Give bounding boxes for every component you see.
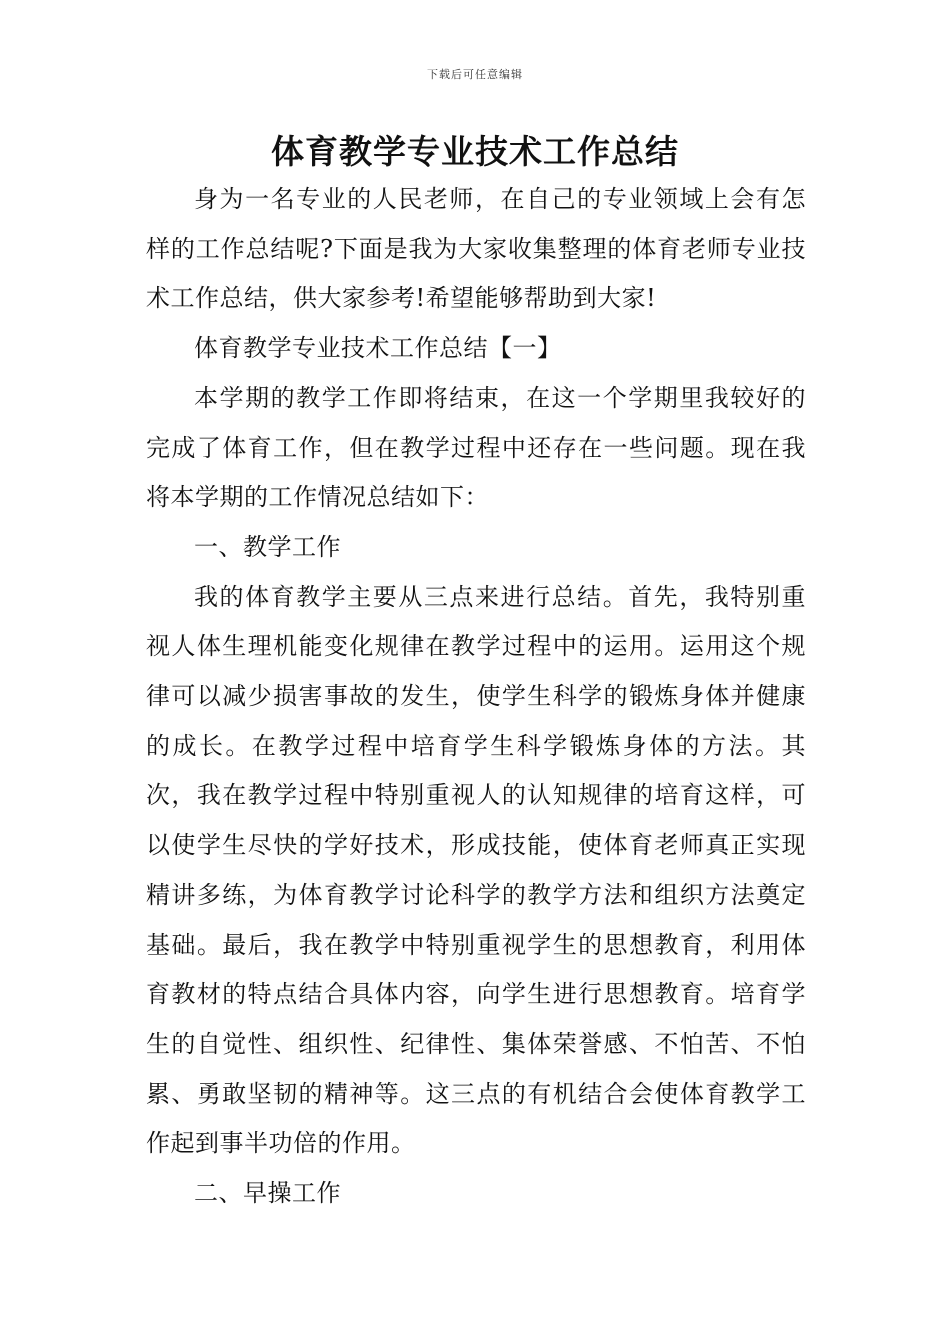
summary-paragraph: 本学期的教学工作即将结束，在这一个学期里我较好的完成了体育工作，但在教学过程中还存在一些问题。现在我将本学期的工作情况总结如下：	[146, 383, 806, 512]
header-note: 下载后可任意编辑	[427, 68, 523, 81]
document-body	[146, 175, 806, 1219]
section-heading-one: 体育教学专业技术工作总结【一】	[194, 334, 562, 363]
subheading-morning-exercise: 二、早操工作	[194, 1179, 341, 1208]
teaching-work-paragraph: 我的体育教学主要从三点来进行总结。首先，我特别重视人体生理机能变化规律在教学过程中的运用。运用这个规律可以减少损害事故的发生，使学生科学的锻炼身体并健康的成长。在教学过程中培育学生科学锻炼身体的方法。其次，我在教学过程中特别重视人的认知规律的培育这样，可以使学生尽快的学好技术，形成技能，使体育老师真正实现精讲多练，为体育教学讨论科学的教学方法和组织方法奠定基础。最后，我在教学中特别重视学生的思想教育，利用体育教材的特点结合具体内容，向学生进行思想教育。培育学生的自觉性、组织性、纪律性、集体荣誉感、不怕苦、不怕累、勇敢坚韧的精神等。这三点的有机结合会使体育教学工作起到事半功倍的作用。	[146, 582, 806, 1158]
document-title: 体育教学专业技术工作总结	[271, 132, 679, 171]
subheading-teaching-work: 一、教学工作	[194, 532, 341, 561]
intro-paragraph: 身为一名专业的人民老师，在自己的专业领域上会有怎样的工作总结呢?下面是我为大家收集整理的体育老师专业技术工作总结，供大家参考!希望能够帮助到大家!	[146, 185, 806, 313]
